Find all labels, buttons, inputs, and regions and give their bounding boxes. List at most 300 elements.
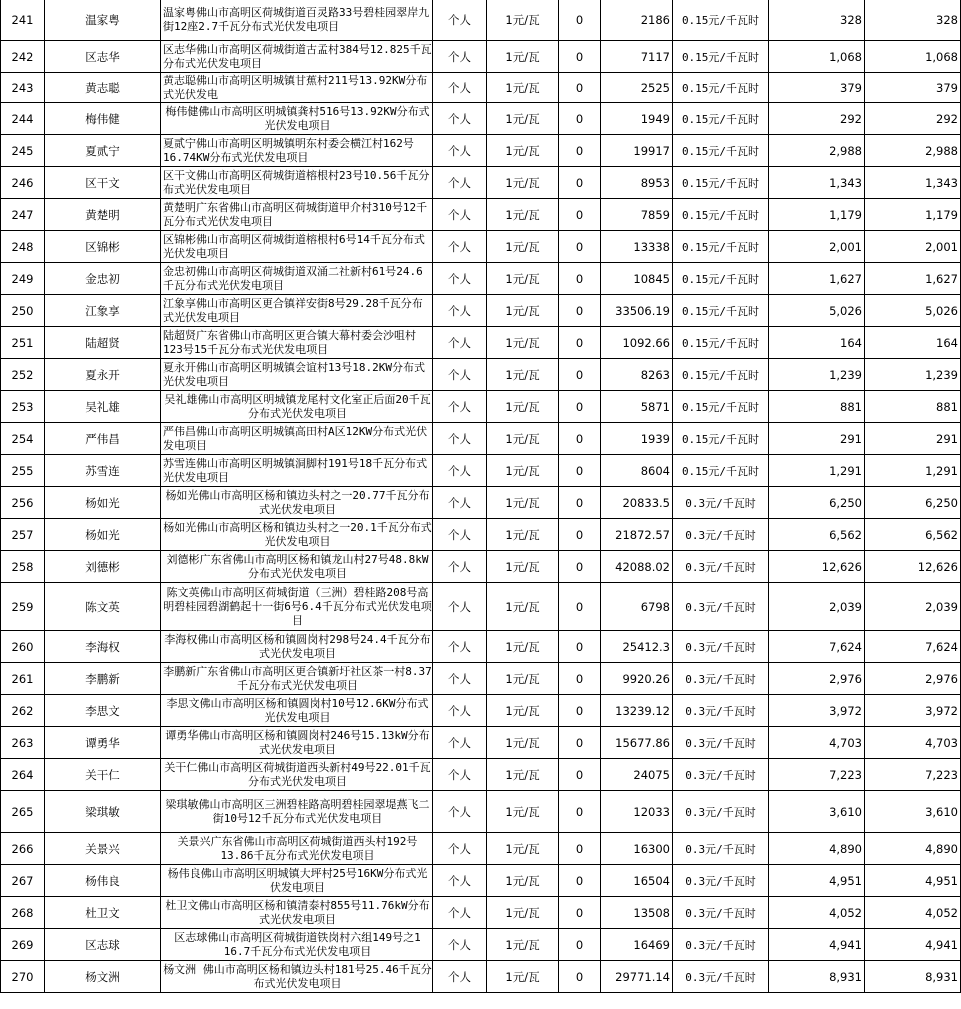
unit-price: 1元/瓦 — [487, 583, 559, 631]
subsidy-rate: 0.3元/千瓦时 — [673, 551, 769, 583]
applicant-type: 个人 — [433, 135, 487, 167]
project-name: 梁琪敏佛山市高明区三洲碧桂路高明碧桂园翠堤燕飞二街10号12千瓦分布式光伏发电项目 — [161, 791, 433, 833]
subsidy-amount: 292 — [769, 103, 865, 135]
table-row — [1, 455, 961, 487]
unit-price: 1元/瓦 — [487, 135, 559, 167]
generation-amount: 29771.14 — [601, 961, 673, 993]
zero-value: 0 — [559, 41, 601, 73]
unit-price: 1元/瓦 — [487, 199, 559, 231]
owner-name: 陈文英 — [45, 583, 161, 631]
table-row — [1, 487, 961, 519]
applicant-type: 个人 — [433, 263, 487, 295]
row-number: 245 — [1, 135, 45, 167]
unit-price: 1元/瓦 — [487, 663, 559, 695]
subsidy-amount: 3,610 — [769, 791, 865, 833]
zero-value: 0 — [559, 695, 601, 727]
subsidy-amount: 291 — [769, 423, 865, 455]
zero-value: 0 — [559, 73, 601, 103]
unit-price: 1元/瓦 — [487, 865, 559, 897]
unit-price: 1元/瓦 — [487, 551, 559, 583]
unit-price: 1元/瓦 — [487, 73, 559, 103]
table-row — [1, 41, 961, 73]
project-name: 江象享佛山市高明区更合镇祥安街8号29.28千瓦分布式光伏发电项目 — [161, 295, 433, 327]
applicant-type: 个人 — [433, 455, 487, 487]
owner-name: 杜卫文 — [45, 897, 161, 929]
applicant-type: 个人 — [433, 583, 487, 631]
subsidy-paid: 164 — [865, 327, 961, 359]
owner-name: 严伟昌 — [45, 423, 161, 455]
applicant-type: 个人 — [433, 631, 487, 663]
unit-price: 1元/瓦 — [487, 295, 559, 327]
subsidy-paid: 4,951 — [865, 865, 961, 897]
subsidy-paid: 881 — [865, 391, 961, 423]
subsidy-amount: 12,626 — [769, 551, 865, 583]
applicant-type: 个人 — [433, 519, 487, 551]
subsidy-rate: 0.15元/千瓦时 — [673, 199, 769, 231]
subsidy-rate: 0.3元/千瓦时 — [673, 791, 769, 833]
project-name: 杨如光佛山市高明区杨和镇边头村之一20.77千瓦分布式光伏发电项目 — [161, 487, 433, 519]
owner-name: 李海权 — [45, 631, 161, 663]
unit-price: 1元/瓦 — [487, 0, 559, 41]
table-row — [1, 0, 961, 41]
unit-price: 1元/瓦 — [487, 791, 559, 833]
table-row — [1, 103, 961, 135]
project-name: 区志球佛山市高明区荷城街道铁岗村六组149号之1 16.7千瓦分布式光伏发电项目 — [161, 929, 433, 961]
row-number: 243 — [1, 73, 45, 103]
subsidy-paid: 1,343 — [865, 167, 961, 199]
subsidy-rate: 0.3元/千瓦时 — [673, 583, 769, 631]
subsidy-rate: 0.15元/千瓦时 — [673, 327, 769, 359]
owner-name: 吴礼雄 — [45, 391, 161, 423]
unit-price: 1元/瓦 — [487, 263, 559, 295]
table-row — [1, 663, 961, 695]
subsidy-rate: 0.3元/千瓦时 — [673, 487, 769, 519]
owner-name: 区干文 — [45, 167, 161, 199]
applicant-type: 个人 — [433, 833, 487, 865]
table-row — [1, 295, 961, 327]
subsidy-amount: 1,239 — [769, 359, 865, 391]
subsidy-rate: 0.3元/千瓦时 — [673, 663, 769, 695]
row-number: 260 — [1, 631, 45, 663]
zero-value: 0 — [559, 961, 601, 993]
zero-value: 0 — [559, 423, 601, 455]
subsidy-rate: 0.15元/千瓦时 — [673, 359, 769, 391]
unit-price: 1元/瓦 — [487, 833, 559, 865]
generation-amount: 2186 — [601, 0, 673, 41]
subsidy-rate: 0.3元/千瓦时 — [673, 519, 769, 551]
project-name: 杨如光佛山市高明区杨和镇边头村之一20.1千瓦分布式光伏发电项目 — [161, 519, 433, 551]
unit-price: 1元/瓦 — [487, 487, 559, 519]
row-number: 263 — [1, 727, 45, 759]
table-row — [1, 897, 961, 929]
zero-value: 0 — [559, 295, 601, 327]
zero-value: 0 — [559, 327, 601, 359]
row-number: 248 — [1, 231, 45, 263]
subsidy-paid: 6,562 — [865, 519, 961, 551]
zero-value: 0 — [559, 103, 601, 135]
applicant-type: 个人 — [433, 391, 487, 423]
subsidy-amount: 2,039 — [769, 583, 865, 631]
applicant-type: 个人 — [433, 695, 487, 727]
generation-amount: 5871 — [601, 391, 673, 423]
owner-name: 杨文洲 — [45, 961, 161, 993]
owner-name: 夏永开 — [45, 359, 161, 391]
zero-value: 0 — [559, 263, 601, 295]
project-name: 夏永开佛山市高明区明城镇会谊村13号18.2KW分布式光伏发电项目 — [161, 359, 433, 391]
subsidy-rate: 0.3元/千瓦时 — [673, 865, 769, 897]
subsidy-paid: 379 — [865, 73, 961, 103]
project-name: 李思文佛山市高明区杨和镇圆岗村10号12.6KW分布式光伏发电项目 — [161, 695, 433, 727]
subsidy-amount: 1,627 — [769, 263, 865, 295]
zero-value: 0 — [559, 199, 601, 231]
applicant-type: 个人 — [433, 897, 487, 929]
subsidy-amount: 7,223 — [769, 759, 865, 791]
row-number: 253 — [1, 391, 45, 423]
row-number: 264 — [1, 759, 45, 791]
generation-amount: 42088.02 — [601, 551, 673, 583]
subsidy-rate: 0.15元/千瓦时 — [673, 103, 769, 135]
generation-amount: 9920.26 — [601, 663, 673, 695]
row-number: 255 — [1, 455, 45, 487]
subsidy-amount: 5,026 — [769, 295, 865, 327]
generation-amount: 24075 — [601, 759, 673, 791]
applicant-type: 个人 — [433, 663, 487, 695]
table-row — [1, 73, 961, 103]
subsidy-rate: 0.15元/千瓦时 — [673, 167, 769, 199]
subsidy-amount: 3,972 — [769, 695, 865, 727]
subsidy-paid: 3,610 — [865, 791, 961, 833]
subsidy-rate: 0.3元/千瓦时 — [673, 897, 769, 929]
subsidy-amount: 2,001 — [769, 231, 865, 263]
applicant-type: 个人 — [433, 929, 487, 961]
subsidy-amount: 2,988 — [769, 135, 865, 167]
zero-value: 0 — [559, 583, 601, 631]
applicant-type: 个人 — [433, 295, 487, 327]
table-row — [1, 631, 961, 663]
subsidy-rate: 0.3元/千瓦时 — [673, 929, 769, 961]
owner-name: 杨如光 — [45, 519, 161, 551]
zero-value: 0 — [559, 455, 601, 487]
applicant-type: 个人 — [433, 327, 487, 359]
row-number: 270 — [1, 961, 45, 993]
row-number: 262 — [1, 695, 45, 727]
subsidy-amount: 1,068 — [769, 41, 865, 73]
project-name: 关干仁佛山市高明区荷城街道西头新村49号22.01千瓦分布式光伏发电项目 — [161, 759, 433, 791]
table-row — [1, 359, 961, 391]
project-name: 夏贰宁佛山市高明区明城镇明东村委会横江村162号16.74KW分布式光伏发电项目 — [161, 135, 433, 167]
owner-name: 金忠初 — [45, 263, 161, 295]
subsidy-paid: 3,972 — [865, 695, 961, 727]
table-row — [1, 759, 961, 791]
table-row — [1, 519, 961, 551]
table-row — [1, 791, 961, 833]
owner-name: 黄志聪 — [45, 73, 161, 103]
project-name: 吴礼雄佛山市高明区明城镇龙尾村文化室正后面20千瓦分布式光伏发电项目 — [161, 391, 433, 423]
zero-value: 0 — [559, 631, 601, 663]
subsidy-amount: 6,562 — [769, 519, 865, 551]
project-name: 区志华佛山市高明区荷城街道古孟村384号12.825千瓦分布式光伏发电项目 — [161, 41, 433, 73]
table-row — [1, 391, 961, 423]
project-name: 杨文洲 佛山市高明区杨和镇边头村181号25.46千瓦分布式光伏发电项目 — [161, 961, 433, 993]
zero-value: 0 — [559, 759, 601, 791]
unit-price: 1元/瓦 — [487, 423, 559, 455]
generation-amount: 13338 — [601, 231, 673, 263]
row-number: 247 — [1, 199, 45, 231]
generation-amount: 21872.57 — [601, 519, 673, 551]
generation-amount: 8953 — [601, 167, 673, 199]
generation-amount: 33506.19 — [601, 295, 673, 327]
subsidy-paid: 6,250 — [865, 487, 961, 519]
subsidy-amount: 379 — [769, 73, 865, 103]
owner-name: 谭勇华 — [45, 727, 161, 759]
subsidy-amount: 4,941 — [769, 929, 865, 961]
project-name: 梅伟健佛山市高明区明城镇龚村516号13.92KW分布式光伏发电项目 — [161, 103, 433, 135]
subsidy-rate: 0.15元/千瓦时 — [673, 263, 769, 295]
applicant-type: 个人 — [433, 73, 487, 103]
generation-amount: 1939 — [601, 423, 673, 455]
unit-price: 1元/瓦 — [487, 327, 559, 359]
row-number: 244 — [1, 103, 45, 135]
subsidy-rate: 0.15元/千瓦时 — [673, 135, 769, 167]
subsidy-paid: 1,068 — [865, 41, 961, 73]
generation-amount: 6798 — [601, 583, 673, 631]
owner-name: 李思文 — [45, 695, 161, 727]
subsidy-paid: 2,039 — [865, 583, 961, 631]
table-row — [1, 327, 961, 359]
subsidy-paid: 8,931 — [865, 961, 961, 993]
applicant-type: 个人 — [433, 551, 487, 583]
table-row — [1, 727, 961, 759]
zero-value: 0 — [559, 727, 601, 759]
generation-amount: 10845 — [601, 263, 673, 295]
applicant-type: 个人 — [433, 0, 487, 41]
row-number: 266 — [1, 833, 45, 865]
unit-price: 1元/瓦 — [487, 727, 559, 759]
row-number: 261 — [1, 663, 45, 695]
zero-value: 0 — [559, 897, 601, 929]
subsidy-rate: 0.3元/千瓦时 — [673, 833, 769, 865]
generation-amount: 12033 — [601, 791, 673, 833]
owner-name: 杨如光 — [45, 487, 161, 519]
table-row — [1, 695, 961, 727]
unit-price: 1元/瓦 — [487, 359, 559, 391]
applicant-type: 个人 — [433, 423, 487, 455]
unit-price: 1元/瓦 — [487, 103, 559, 135]
owner-name: 苏雪连 — [45, 455, 161, 487]
generation-amount: 16504 — [601, 865, 673, 897]
unit-price: 1元/瓦 — [487, 455, 559, 487]
owner-name: 夏贰宁 — [45, 135, 161, 167]
unit-price: 1元/瓦 — [487, 167, 559, 199]
project-name: 陆超贤广东省佛山市高明区更合镇大幕村委会沙咀村123号15千瓦分布式光伏发电项目 — [161, 327, 433, 359]
zero-value: 0 — [559, 833, 601, 865]
generation-amount: 8604 — [601, 455, 673, 487]
project-name: 杨伟良佛山市高明区明城镇大坪村25号16KW分布式光伏发电项目 — [161, 865, 433, 897]
zero-value: 0 — [559, 865, 601, 897]
subsidy-paid: 1,627 — [865, 263, 961, 295]
table-row — [1, 199, 961, 231]
owner-name: 梅伟健 — [45, 103, 161, 135]
subsidy-paid: 7,223 — [865, 759, 961, 791]
subsidy-paid: 4,703 — [865, 727, 961, 759]
subsidy-rate: 0.15元/千瓦时 — [673, 295, 769, 327]
unit-price: 1元/瓦 — [487, 519, 559, 551]
owner-name: 刘德彬 — [45, 551, 161, 583]
table-row — [1, 263, 961, 295]
subsidy-rate: 0.3元/千瓦时 — [673, 727, 769, 759]
owner-name: 梁琪敏 — [45, 791, 161, 833]
unit-price: 1元/瓦 — [487, 961, 559, 993]
subsidy-amount: 2,976 — [769, 663, 865, 695]
zero-value: 0 — [559, 391, 601, 423]
row-number: 252 — [1, 359, 45, 391]
applicant-type: 个人 — [433, 727, 487, 759]
generation-amount: 1949 — [601, 103, 673, 135]
unit-price: 1元/瓦 — [487, 391, 559, 423]
subsidy-rate: 0.15元/千瓦时 — [673, 391, 769, 423]
owner-name: 温家粤 — [45, 0, 161, 41]
subsidy-paid: 1,239 — [865, 359, 961, 391]
row-number: 251 — [1, 327, 45, 359]
project-name: 谭勇华佛山市高明区杨和镇圆岗村246号15.13kW分布式光伏发电项目 — [161, 727, 433, 759]
subsidy-amount: 6,250 — [769, 487, 865, 519]
applicant-type: 个人 — [433, 759, 487, 791]
row-number: 256 — [1, 487, 45, 519]
row-number: 259 — [1, 583, 45, 631]
subsidy-rate: 0.15元/千瓦时 — [673, 231, 769, 263]
row-number: 269 — [1, 929, 45, 961]
table-row — [1, 961, 961, 993]
subsidy-paid: 2,988 — [865, 135, 961, 167]
owner-name: 陆超贤 — [45, 327, 161, 359]
owner-name: 关景兴 — [45, 833, 161, 865]
owner-name: 区志华 — [45, 41, 161, 73]
zero-value: 0 — [559, 167, 601, 199]
applicant-type: 个人 — [433, 487, 487, 519]
row-number: 267 — [1, 865, 45, 897]
generation-amount: 8263 — [601, 359, 673, 391]
generation-amount: 20833.5 — [601, 487, 673, 519]
row-number: 242 — [1, 41, 45, 73]
project-name: 区锦彬佛山市高明区荷城街道榕根村6号14千瓦分布式光伏发电项目 — [161, 231, 433, 263]
project-name: 李鹏新广东省佛山市高明区更合镇新圩社区茶一村8.37千瓦分布式光伏发电项目 — [161, 663, 433, 695]
project-name: 杜卫文佛山市高明区杨和镇清泰村855号11.76kW分布式光伏发电项目 — [161, 897, 433, 929]
applicant-type: 个人 — [433, 167, 487, 199]
generation-amount: 16469 — [601, 929, 673, 961]
owner-name: 江象享 — [45, 295, 161, 327]
subsidy-paid: 1,291 — [865, 455, 961, 487]
owner-name: 区志球 — [45, 929, 161, 961]
subsidy-amount: 4,703 — [769, 727, 865, 759]
applicant-type: 个人 — [433, 961, 487, 993]
row-number: 241 — [1, 0, 45, 41]
table-row — [1, 551, 961, 583]
project-name: 苏雪连佛山市高明区明城镇洞脚村191号18千瓦分布式光伏发电项目 — [161, 455, 433, 487]
zero-value: 0 — [559, 359, 601, 391]
subsidy-paid: 2,976 — [865, 663, 961, 695]
subsidy-rate: 0.3元/千瓦时 — [673, 695, 769, 727]
applicant-type: 个人 — [433, 103, 487, 135]
table-row — [1, 865, 961, 897]
subsidy-amount: 881 — [769, 391, 865, 423]
subsidy-rate: 0.15元/千瓦时 — [673, 41, 769, 73]
row-number: 268 — [1, 897, 45, 929]
owner-name: 关干仁 — [45, 759, 161, 791]
subsidy-paid: 12,626 — [865, 551, 961, 583]
subsidy-amount: 164 — [769, 327, 865, 359]
subsidy-paid: 5,026 — [865, 295, 961, 327]
table-body — [1, 0, 961, 993]
project-name: 李海权佛山市高明区杨和镇圆岗村298号24.4千瓦分布式光伏发电项目 — [161, 631, 433, 663]
applicant-type: 个人 — [433, 199, 487, 231]
subsidy-amount: 4,951 — [769, 865, 865, 897]
subsidy-paid: 1,179 — [865, 199, 961, 231]
unit-price: 1元/瓦 — [487, 695, 559, 727]
row-number: 250 — [1, 295, 45, 327]
zero-value: 0 — [559, 663, 601, 695]
subsidy-amount: 1,343 — [769, 167, 865, 199]
project-name: 温家粤佛山市高明区荷城街道百灵路33号碧桂园翠岸九街12座2.7千瓦分布式光伏发电项目 — [161, 0, 433, 41]
subsidy-amount: 1,179 — [769, 199, 865, 231]
unit-price: 1元/瓦 — [487, 631, 559, 663]
zero-value: 0 — [559, 791, 601, 833]
subsidy-rate: 0.15元/千瓦时 — [673, 423, 769, 455]
owner-name: 区锦彬 — [45, 231, 161, 263]
generation-amount: 7859 — [601, 199, 673, 231]
applicant-type: 个人 — [433, 231, 487, 263]
generation-amount: 16300 — [601, 833, 673, 865]
zero-value: 0 — [559, 487, 601, 519]
project-name: 金忠初佛山市高明区荷城街道双涌二社新村61号24.6千瓦分布式光伏发电项目 — [161, 263, 433, 295]
subsidy-amount: 7,624 — [769, 631, 865, 663]
project-name: 区干文佛山市高明区荷城街道榕根村23号10.56千瓦分布式光伏发电项目 — [161, 167, 433, 199]
row-number: 258 — [1, 551, 45, 583]
table-row — [1, 167, 961, 199]
table-row — [1, 135, 961, 167]
subsidy-paid: 7,624 — [865, 631, 961, 663]
owner-name: 黄楚明 — [45, 199, 161, 231]
zero-value: 0 — [559, 929, 601, 961]
project-name: 黄志聪佛山市高明区明城镇甘蕉村211号13.92KW分布式光伏发电 — [161, 73, 433, 103]
subsidy-rate: 0.3元/千瓦时 — [673, 961, 769, 993]
subsidy-paid: 291 — [865, 423, 961, 455]
owner-name: 杨伟良 — [45, 865, 161, 897]
row-number: 249 — [1, 263, 45, 295]
subsidy-amount: 4,052 — [769, 897, 865, 929]
project-name: 严伟昌佛山市高明区明城镇高田村A区12KW分布式光伏发电项目 — [161, 423, 433, 455]
project-name: 刘德彬广东省佛山市高明区杨和镇龙山村27号48.8kW分布式光伏发电项目 — [161, 551, 433, 583]
zero-value: 0 — [559, 0, 601, 41]
subsidy-paid: 292 — [865, 103, 961, 135]
generation-amount: 25412.3 — [601, 631, 673, 663]
generation-amount: 1092.66 — [601, 327, 673, 359]
generation-amount: 15677.86 — [601, 727, 673, 759]
subsidy-paid: 2,001 — [865, 231, 961, 263]
row-number: 257 — [1, 519, 45, 551]
applicant-type: 个人 — [433, 41, 487, 73]
unit-price: 1元/瓦 — [487, 231, 559, 263]
unit-price: 1元/瓦 — [487, 41, 559, 73]
table-row — [1, 423, 961, 455]
row-number: 246 — [1, 167, 45, 199]
subsidy-rate: 0.15元/千瓦时 — [673, 73, 769, 103]
applicant-type: 个人 — [433, 865, 487, 897]
applicant-type: 个人 — [433, 791, 487, 833]
table-row — [1, 231, 961, 263]
zero-value: 0 — [559, 135, 601, 167]
applicant-type: 个人 — [433, 359, 487, 391]
subsidy-paid: 4,941 — [865, 929, 961, 961]
